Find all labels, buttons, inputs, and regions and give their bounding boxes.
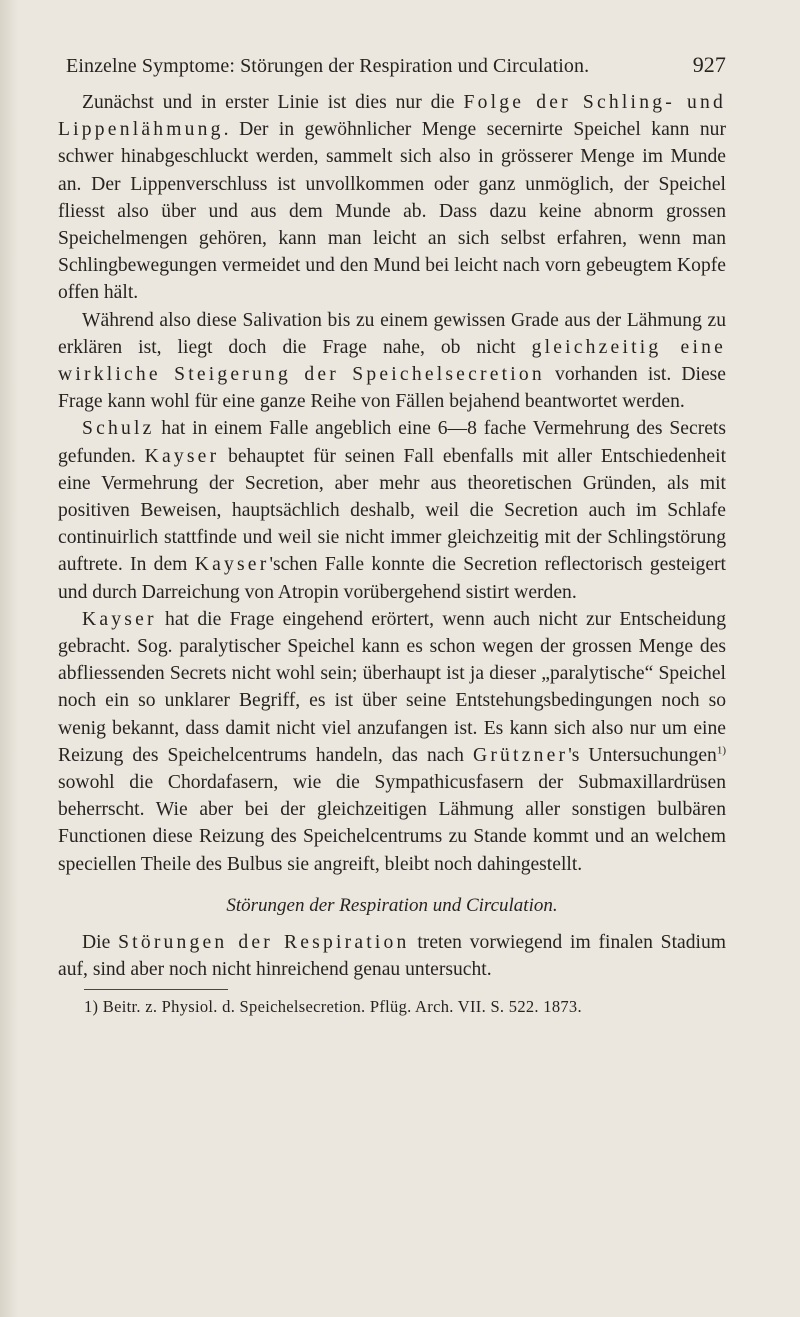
paragraph-3-text-d: behauptet für seinen Fall ebenfalls mit aller Entschiedenheit eine Vermehrung der Secretion, aber mehr aus theoretischen Gründen, als mit positiven Beweisen, hauptsächlich deshalb, weil die Secretion auch im Schlafe continuirlich stattfinde und weil sie nicht immer gleichzeitig mit der Schlingstörung auftrete. In dem bbox=[58, 445, 727, 576]
footnote-marker: 1) bbox=[716, 744, 726, 757]
paragraph-1-spaced-emphasis: Folge der Schling- und Lippenlähmung bbox=[58, 92, 726, 141]
section-heading: Störungen der Respiration und Circulation. bbox=[226, 894, 558, 916]
page-edge-shadow bbox=[0, 0, 18, 1317]
body-text bbox=[58, 89, 726, 983]
paragraph-1-text-a: Zunächst und in erster Linie ist dies nur die bbox=[82, 92, 464, 113]
paragraph-5-text-a: Die bbox=[82, 931, 119, 953]
footnote-rule bbox=[84, 989, 228, 990]
author-name-gruetzner: Grützner bbox=[472, 744, 569, 766]
paragraph-4 bbox=[58, 606, 726, 878]
paragraph-1-text-c: . Der in gewöhnlicher Menge secernirte Speichel kann nur schwer hinabgeschluckt werden, sammelt sich also in grösserer Menge im Munde an. Der Lippenverschluss ist unvollkommen oder ganz unmöglich, der Speichel fliesst also über und aus dem Munde ab. Dass dazu keine abnorm grossen Speichelmengen gehören, kann man leicht an sich selbst erfahren, wenn man Schlingbewegungen vermeidet und den Mund bei leicht nach vorn gebeugtem Kopfe offen hält. bbox=[58, 119, 726, 304]
paragraph-5 bbox=[58, 929, 726, 983]
paragraph-2-text-a: Während also diese Salivation bis zu einem gewissen Grade aus der Lähmung zu erklären ist, liegt doch die Frage nahe, ob nicht bbox=[58, 309, 726, 358]
author-name-schulz: Schulz bbox=[82, 418, 155, 440]
paragraph-3 bbox=[58, 415, 726, 605]
author-name-kayser-3: Kayser bbox=[82, 608, 157, 630]
paragraph-3-text-b: hat in einem Falle angeblich eine 6—8 fache Vermehrung des Secrets gefunden. bbox=[58, 418, 726, 467]
running-title: Einzelne Symptome: Störungen der Respiration und Circulation. bbox=[66, 55, 590, 77]
paragraph-5-text-c: treten vorwiegend im finalen Stadium auf, sind aber noch nicht hinreichend genau untersucht. bbox=[58, 931, 726, 981]
page-number: 927 bbox=[692, 52, 726, 77]
paragraph-4-text-e: sowohl die Chordafasern, wie die Sympathicusfasern der Submaxillardrüsen beherrscht. Wie aber bei der gleichzeitigen Lähmung aller sonstigen bulbären Functionen diese Reizung des Speichelcentrums zu Stande kommt und an welchem speciellen Theile des Bulbus sie angreift, bleibt noch dahingestellt. bbox=[58, 772, 726, 875]
running-head bbox=[58, 52, 726, 79]
paragraph-1 bbox=[58, 89, 726, 307]
paragraph-5-spaced-emphasis: Störungen der Respiration bbox=[118, 931, 410, 953]
paragraph-3-text-f: 'schen Falle konnte die Secretion reflectorisch gesteigert und durch Darreichung von Atropin vorübergehend sistirt werden. bbox=[58, 554, 726, 603]
paragraph-2-spaced-emphasis: gleichzeitig eine wirkliche Steigerung der Speichelsecretion bbox=[58, 336, 726, 386]
book-page bbox=[58, 52, 726, 1018]
paragraph-2-text-c: vorhanden ist. Diese Frage kann wohl für eine ganze Reihe von Fällen bejahend beantwortet werden. bbox=[58, 364, 727, 413]
paragraph-2 bbox=[58, 307, 726, 416]
author-name-kayser: Kayser bbox=[144, 445, 220, 467]
paragraph-4-text-b: hat die Frage eingehend erörtert, wenn auch nicht zur Entscheidung gebracht. Sog. paralytischer Speichel kann es schon wegen der grossen Menge des abfliessenden Secrets nicht wohl sein; überhaupt ist ja dieser „paralytische“ Speichel noch ein so unklarer Begriff, es ist über seine Entstehungsbedingungen noch so wenig bekannt, dass damit nicht viel anzufangen ist. Es kann sich also nur um eine Reizung des Speichelcentrums handeln, das nach bbox=[58, 608, 726, 766]
author-name-kayser-2: Kayser bbox=[194, 554, 270, 576]
paragraph-4-text-d: 's Untersuchungen bbox=[568, 744, 717, 766]
footnote: 1) Beitr. z. Physiol. d. Speichelsecretion. Pflüg. Arch. VII. S. 522. 1873. bbox=[84, 997, 582, 1017]
